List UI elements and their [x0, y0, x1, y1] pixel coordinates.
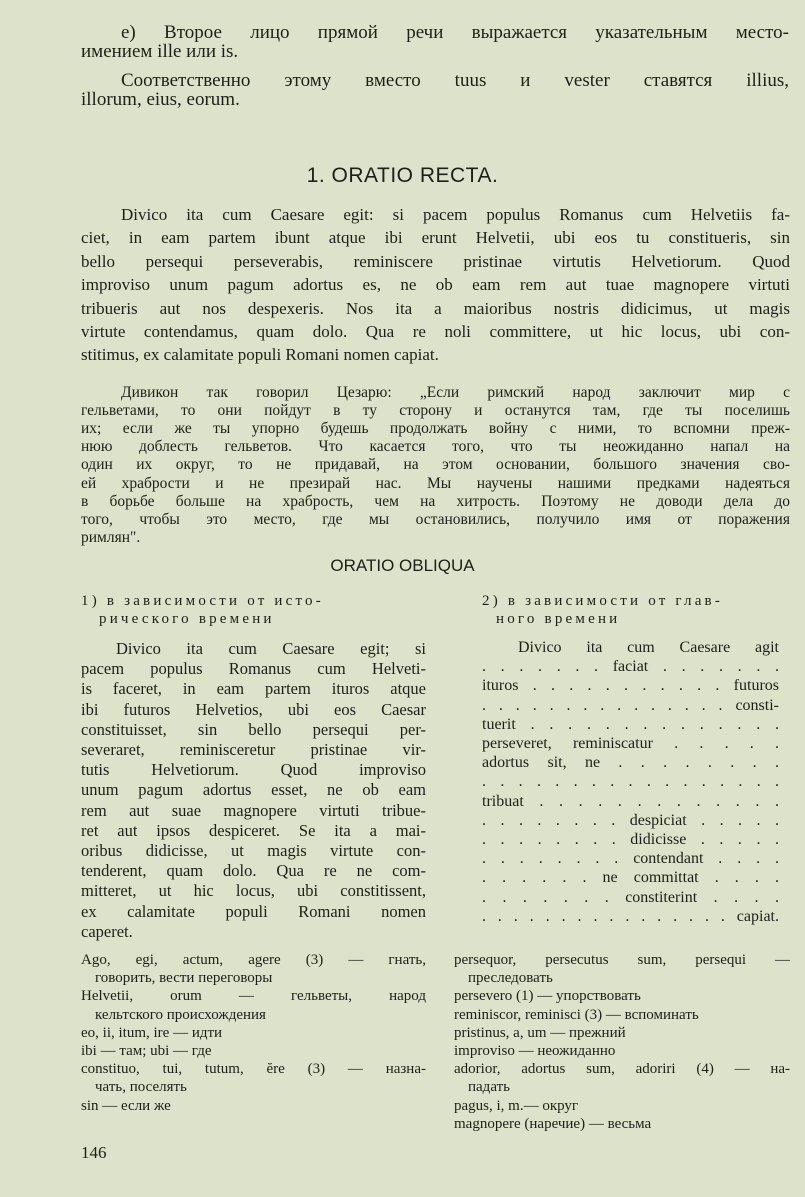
left-col-vocab-line: говорить, вести переговоры: [95, 970, 273, 987]
left-col-vocab-line: Ago, egi, actum, agere (3) — гнать,: [81, 952, 426, 968]
left-col-line: constituisset, sin bello persequi per-: [81, 719, 426, 739]
right-col-line: perseveret, reminiscatur . . . . .: [482, 735, 779, 752]
right-col-vocab-line: преследовать: [468, 970, 553, 987]
intro-line: e) Второе лицо прямой речи выражается указательным место-: [121, 22, 789, 43]
russian-recta-line: Дивикон так говорил Цезарю: „Если римский народ заключит мир с: [121, 384, 790, 401]
russian-recta-line: ей храбрости и не презирай нас. Мы научены нашими предками надеяться: [81, 474, 790, 492]
latin-recta-line: bello persequi perseverabis, reminiscere pristinae virtutis Helvetiorum. Quod: [81, 251, 790, 271]
right-col-heading-line: 2) в зависимости от глав-: [482, 593, 724, 609]
left-col-vocab-line: sin — если же: [81, 1097, 171, 1114]
russian-recta-line: гельветами, то они пойдут в ту сторону и останутся там, где ты поселишь: [81, 402, 790, 420]
left-col-line: unum pagum adortus esset, ne ob eam: [81, 780, 426, 800]
intro-line: имением ille или is.: [81, 41, 239, 62]
intro-line: illorum, eius, eorum.: [81, 89, 240, 110]
latin-recta-line: Divico ita cum Caesare egit: si pacem populus Romanus cum Helvetiis fa-: [121, 205, 790, 224]
right-col-line: . . . . . . . . despiciat . . . . .: [482, 811, 779, 829]
right-col-vocab-line: persequor, persecutus sum, persequi —: [454, 952, 790, 968]
right-col-line: . . . . . . . constiterint . . . .: [482, 888, 779, 906]
left-col-line: mitteret, ut hic locus, ubi constitissent,: [81, 881, 426, 901]
right-col-line: . . . . . . . . . . . . . . . . capiat.: [482, 907, 779, 925]
right-col-line: tuerit . . . . . . . . . . . . . .: [482, 715, 779, 733]
right-col-line: . . . . . . . faciat . . . . . . .: [482, 658, 779, 676]
left-col-vocab-line: кельтского происхождения: [95, 1006, 266, 1023]
left-col-vocab-line: ibi — там; ubi — где: [81, 1043, 212, 1059]
left-col-vocab-line: eo, ii, itum, ire — идти: [81, 1024, 223, 1041]
left-col-vocab-line: constituo, tui, tutum, ĕre (3) — назна-: [81, 1061, 426, 1078]
left-col-line: ibi futuros Helvetios, ubi eos Caesar: [81, 699, 426, 719]
left-col-vocab-line: Helvetii, orum — гельветы, народ: [81, 988, 426, 1005]
right-col-line: . . . . . . ne committat . . . .: [482, 869, 779, 887]
right-col-vocab-line: persevero (1) — упорствовать: [454, 988, 641, 1005]
right-col-vocab-line: improviso — неожиданно: [454, 1043, 616, 1059]
right-col-vocab-line: pagus, i, m.— округ: [454, 1097, 579, 1114]
right-col-vocab-line: adorior, adortus sum, adoriri (4) — на-: [454, 1061, 790, 1078]
latin-recta-line: tribueris aut nos despexeris. Nos ita a maioribus nostris didicimus, ut magis: [81, 298, 790, 318]
right-col-line: tribuat . . . . . . . . . . . . .: [482, 792, 779, 810]
right-col-line: adortus sit, ne . . . . . . . .: [482, 754, 779, 772]
russian-recta-line: того, чтобы это место, где мы остановились, получило имя от поражения: [81, 510, 790, 528]
left-col-line: pacem populus Romanus cum Helveti-: [81, 659, 426, 679]
right-col-line: . . . . . . . . contendant . . . .: [482, 850, 779, 868]
left-col-heading-line: рического времени: [99, 611, 275, 627]
latin-recta-line: improviso unum pagum adortus es, ne ob eam rem aut tuae magnopere virtuti: [81, 275, 790, 295]
right-col-line: . . . . . . . . . . . . . . . . .: [482, 773, 779, 791]
right-col-line: . . . . . . . . didicisse . . . . .: [482, 831, 779, 848]
latin-recta-line: stitimus, ex calamitate populi Romani nomen capiat.: [81, 345, 439, 365]
left-col-line: tenderent, quam dolo. Qua re ne com-: [81, 861, 426, 881]
left-col-line: rem aut suae magnopere virtuti tribue-: [81, 800, 426, 820]
right-col-line: Divico ita cum Caesare agit: [518, 639, 779, 656]
right-col-vocab-line: reminiscor, reminisci (3) — вспоминать: [454, 1006, 699, 1023]
russian-recta-line: нюю доблесть гельветов. Что касается того, что ты неожиданно напал на: [81, 438, 790, 456]
left-col-line: oribus didicisse, ut magis virtute con-: [81, 841, 426, 860]
right-col-vocab-line: падать: [468, 1079, 510, 1096]
heading-oratio-recta: 1. ORATIO RECTA.: [306, 164, 499, 187]
left-col-line: severaret, reminisceretur pristinae vir-: [81, 740, 426, 759]
russian-recta-line: в борьбе больше на храбрость, чем на хитрость. Поэтому не доводи дела до: [81, 492, 790, 510]
latin-recta-line: virtute contendamus, quam dolo. Qua re noli committere, ut hic locus, ubi con-: [81, 322, 790, 341]
left-col-line: caperet.: [81, 921, 133, 941]
page-number: 146: [81, 1143, 107, 1162]
right-col-line: ituros . . . . . . . . . . . futuros: [482, 677, 779, 695]
russian-recta-line: римлян".: [81, 528, 141, 546]
left-col-line: ret aut ipsos despiceret. Se ita a mai-: [81, 820, 426, 840]
left-col-heading-line: 1) в зависимости от исто-: [81, 593, 324, 609]
left-col-line: is faceret, in eam partem ituros atque: [81, 679, 426, 699]
left-col-vocab-line: чать, поселять: [95, 1079, 187, 1096]
left-col-line: ex calamitate populi Romani nomen: [81, 901, 426, 921]
right-col-vocab-line: magnopere (наречие) — весьма: [454, 1115, 652, 1132]
right-col-line: . . . . . . . . . . . . . . . consti-: [482, 696, 779, 714]
intro-line: Соответственно этому вместо tuus и vester ставятся illius,: [121, 70, 789, 91]
left-col-line: Divico ita cum Caesare egit; si: [116, 639, 426, 658]
latin-recta-line: ciet, in eam partem ibunt atque ibi erunt Helvetii, ubi eos tu constitueris, sin: [81, 228, 790, 248]
right-col-vocab-line: pristinus, a, um — прежний: [454, 1024, 626, 1041]
right-col-heading-line: ного времени: [496, 611, 621, 627]
heading-oratio-obliqua: ORATIO OBLIQUA: [330, 556, 475, 575]
russian-recta-line: их; если же ты упорно будешь продолжать войну с ними, то вспомни преж-: [81, 420, 790, 438]
left-col-line: tutis Helvetiorum. Quod improviso: [81, 760, 426, 780]
russian-recta-line: один их округ, то не придавай, на этом основании, большого значения сво-: [81, 456, 790, 474]
